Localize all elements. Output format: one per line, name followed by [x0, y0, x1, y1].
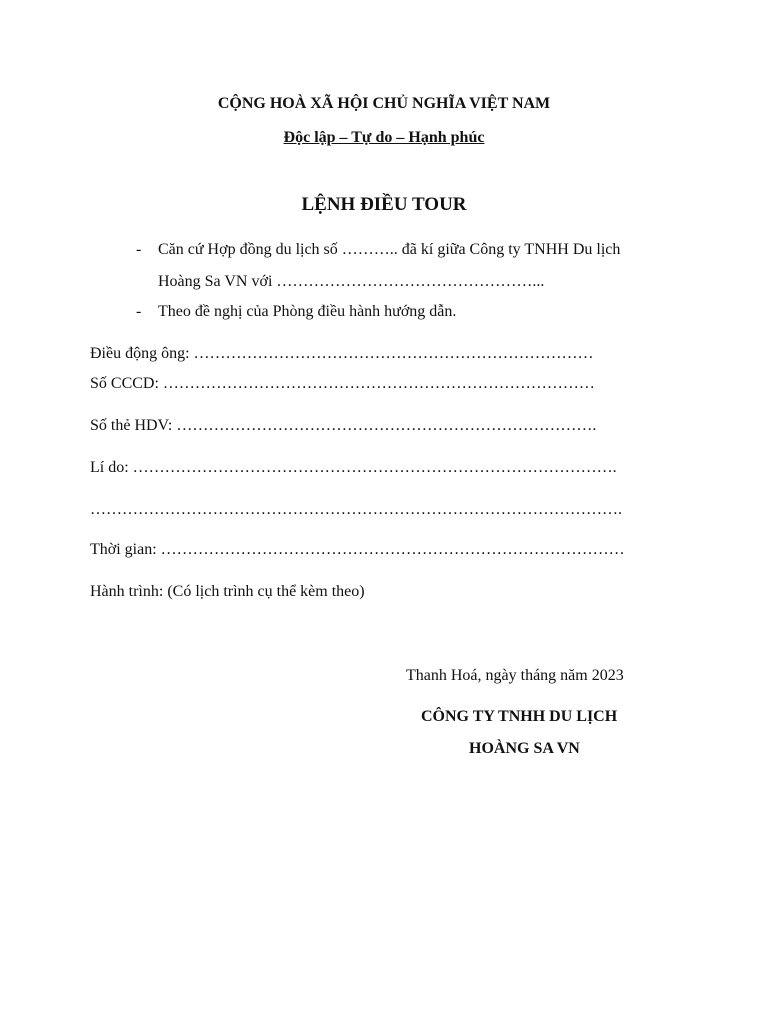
field-itinerary: Hành trình: (Có lịch trình cụ thể kèm theo) [90, 583, 365, 600]
field-id-number: Số CCCD: ……………………………………………………………………… [90, 375, 595, 392]
field-reason: Lí do: ………………………………………………………………………………. [90, 459, 617, 476]
field-reason-continued: ………………………………………………………………………………………. [90, 501, 622, 518]
place-and-date: Thanh Hoá, ngày tháng năm 2023 [406, 667, 624, 684]
company-name-line1: CÔNG TY TNHH DU LỊCH [421, 708, 618, 725]
field-guide-card-number: Số thẻ HDV: ……………………………………………………………………. [90, 417, 597, 434]
basis-proposal: Theo đề nghị của Phòng điều hành hướng dẫn. [158, 303, 457, 320]
motto [0, 128, 768, 148]
bullet-marker: - [136, 303, 142, 320]
company-name-line2: HOÀNG SA VN [469, 740, 580, 757]
field-time: Thời gian: …………………………………………………………………………… [90, 541, 625, 558]
basis-contract-line1: Căn cứ Hợp đồng du lịch số ……….. đã kí giữa Công ty TNHH Du lịch [158, 241, 621, 258]
document-title: LỆNH ĐIỀU TOUR [301, 194, 467, 215]
motto-text: Độc lập – Tự do – Hạnh phúc [283, 129, 485, 146]
field-assigned-person: Điều động ông: ………………………………………………………………… [90, 345, 594, 362]
basis-contract-line2: Hoàng Sa VN với …………………………………………... [158, 273, 545, 290]
bullet-marker: - [136, 241, 142, 258]
national-title: CỘNG HOÀ XÃ HỘI CHỦ NGHĨA VIỆT NAM [217, 95, 551, 112]
